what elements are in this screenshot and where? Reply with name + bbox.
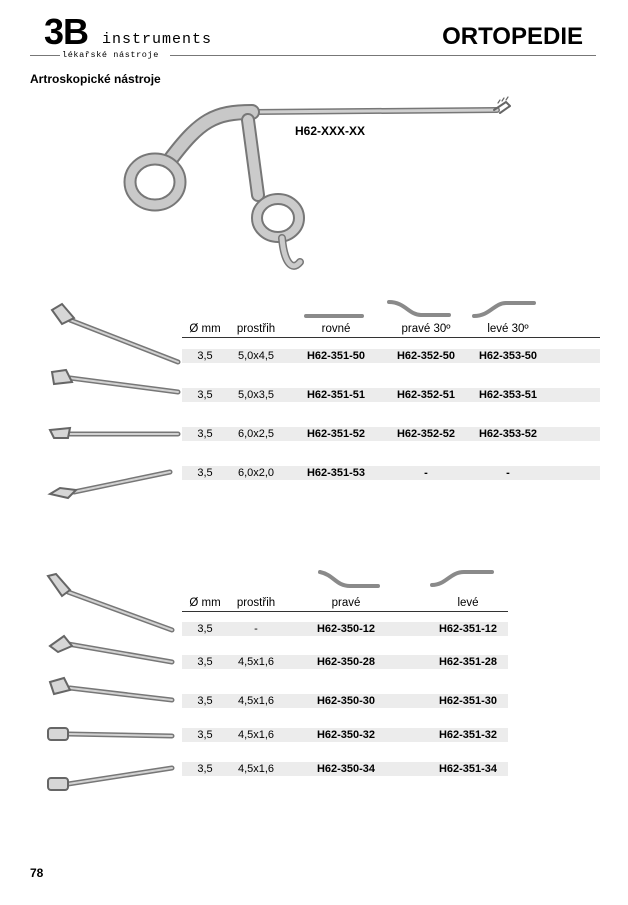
col-right: pravé — [331, 597, 361, 609]
table-row — [182, 388, 600, 402]
col-left-30: levé 30º — [487, 323, 529, 335]
page-number: 78 — [30, 866, 44, 880]
table-row — [182, 466, 600, 480]
col-straight: rovné — [321, 323, 351, 335]
cell-cut: 4,5x1,6 — [237, 695, 275, 707]
table-row — [182, 762, 508, 776]
section-title: Artroskopické nástroje — [30, 72, 161, 86]
cell-cut: 5,0x3,5 — [237, 389, 275, 401]
table-row — [182, 694, 508, 708]
cell-code-right: H62-352-51 — [396, 389, 456, 401]
table-row — [182, 728, 508, 742]
cell-cut: 6,0x2,0 — [237, 467, 275, 479]
col-cut: prostřih — [236, 597, 276, 609]
col-diameter: Ø mm — [189, 597, 221, 609]
col-cut: prostřih — [236, 323, 276, 335]
cell-code-straight: H62-351-51 — [306, 389, 366, 401]
cell-code-right: H62-350-30 — [316, 695, 376, 707]
table-row — [182, 622, 508, 636]
cell-code-right: H62-350-32 — [316, 729, 376, 741]
cell-code-right: H62-350-28 — [316, 656, 376, 668]
cell-code-left: H62-351-12 — [438, 623, 498, 635]
logo-wordmark: instruments — [102, 31, 213, 48]
table-row — [182, 655, 508, 669]
cell-diameter: 3,5 — [197, 350, 213, 362]
cell-code-straight: H62-351-52 — [306, 428, 366, 440]
cell-code-right: - — [424, 467, 428, 479]
cell-code-left: H62-353-51 — [478, 389, 538, 401]
instrument-code-label: H62-XXX-XX — [295, 124, 366, 138]
cell-cut: 4,5x1,6 — [237, 729, 275, 741]
cell-code-left: H62-351-28 — [438, 656, 498, 668]
left-profile-icon — [430, 567, 494, 591]
page-title: ORTOPEDIE — [442, 23, 583, 50]
cell-code-left: H62-351-30 — [438, 695, 498, 707]
cell-code-straight: H62-351-50 — [306, 350, 366, 362]
col-left: levé — [457, 597, 479, 609]
cell-cut: 5,0x4,5 — [237, 350, 275, 362]
logo-mark: 3B — [44, 11, 89, 52]
cell-cut: 4,5x1,6 — [237, 763, 275, 775]
cell-code-right: H62-350-12 — [316, 623, 376, 635]
cell-diameter: 3,5 — [197, 467, 213, 479]
cell-diameter: 3,5 — [197, 623, 213, 635]
logo-subtitle: lékařské nástroje — [62, 50, 159, 60]
table-row — [182, 349, 600, 363]
cell-code-left: H62-351-34 — [438, 763, 498, 775]
cell-code-left: - — [506, 467, 510, 479]
cell-code-left: H62-353-50 — [478, 350, 538, 362]
cell-code-left: H62-353-52 — [478, 428, 538, 440]
table1-header — [182, 322, 600, 338]
cell-diameter: 3,5 — [197, 763, 213, 775]
cell-code-right: H62-350-34 — [316, 763, 376, 775]
tip-detail-image — [40, 570, 220, 810]
col-diameter: Ø mm — [189, 323, 221, 335]
table2-header — [182, 596, 508, 612]
cell-diameter: 3,5 — [197, 428, 213, 440]
cell-diameter: 3,5 — [197, 729, 213, 741]
tip-detail-image — [40, 300, 220, 500]
cell-cut: 4,5x1,6 — [237, 656, 275, 668]
header-underline — [182, 611, 508, 612]
cell-diameter: 3,5 — [197, 656, 213, 668]
cell-code-left: H62-351-32 — [438, 729, 498, 741]
left-30-profile-icon — [472, 299, 536, 323]
right-30-profile-icon — [387, 298, 451, 322]
header-underline — [182, 337, 600, 338]
cell-code-straight: H62-351-53 — [306, 467, 366, 479]
table-row — [182, 427, 600, 441]
cell-cut: 6,0x2,5 — [237, 428, 275, 440]
col-right-30: pravé 30º — [401, 323, 451, 335]
cell-code-right: H62-352-50 — [396, 350, 456, 362]
cell-code-right: H62-352-52 — [396, 428, 456, 440]
straight-profile-icon — [304, 311, 364, 321]
right-profile-icon — [318, 569, 382, 593]
cell-cut: - — [254, 623, 258, 635]
cell-diameter: 3,5 — [197, 389, 213, 401]
cell-diameter: 3,5 — [197, 695, 213, 707]
